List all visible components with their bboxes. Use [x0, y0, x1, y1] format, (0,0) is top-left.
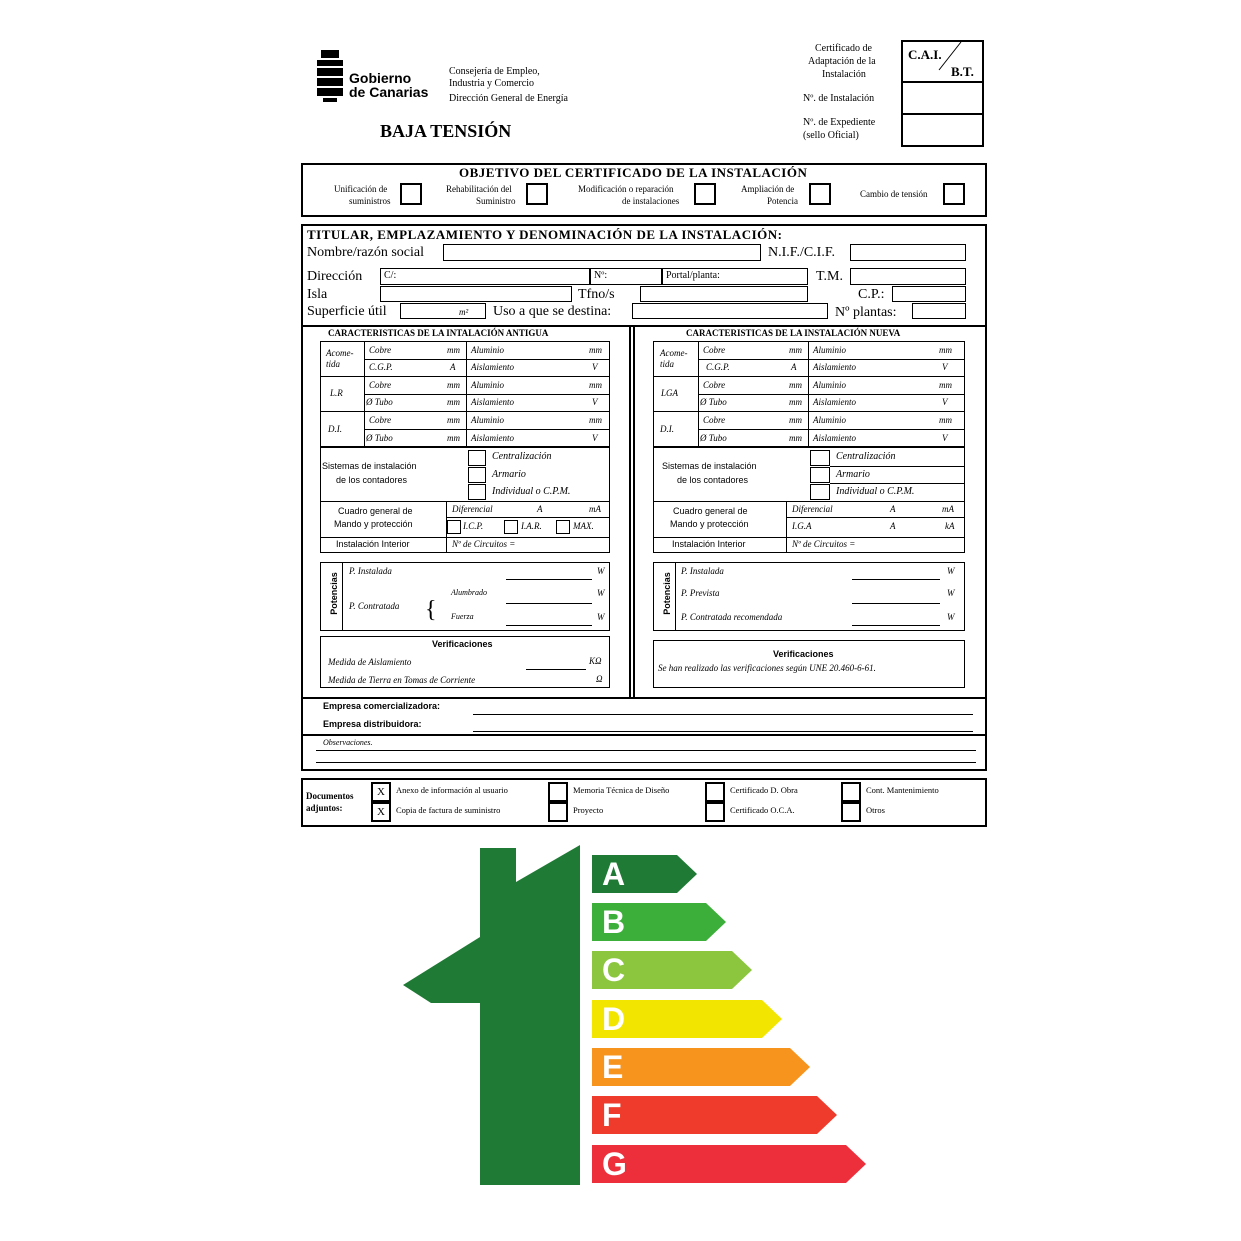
- row-line: [320, 501, 610, 502]
- doc-label: Cont. Mantenimiento: [866, 785, 939, 795]
- col-line: [698, 341, 699, 447]
- bt-label: B.T.: [951, 64, 974, 79]
- energy-class-e: [592, 1048, 810, 1086]
- row-line: [653, 537, 965, 538]
- dept-line-3: Dirección General de Energía: [449, 93, 568, 104]
- old-centralizacion-checkbox[interactable]: [468, 450, 486, 466]
- cert-adapt-3: Instalación: [822, 69, 866, 80]
- new-sistemas-option: Individual o C.P.M.: [836, 486, 915, 497]
- old-individual-checkbox[interactable]: [468, 484, 486, 500]
- isla-field[interactable]: [380, 286, 572, 302]
- col-line: [342, 562, 343, 631]
- cell: mm: [447, 397, 460, 407]
- dept-line-2: Industria y Comercio: [449, 78, 534, 89]
- check-x: X: [377, 806, 385, 818]
- new-armario-checkbox[interactable]: [810, 467, 830, 483]
- doc-label: Proyecto: [573, 805, 604, 815]
- old-iar-label: I.A.R.: [521, 521, 542, 531]
- house-icon: [400, 845, 585, 1190]
- new-group-label: Acome- tida: [660, 348, 688, 369]
- objective-option-label: Cambio de tensión: [860, 189, 928, 199]
- column-divider: [633, 326, 635, 698]
- cell: A: [450, 362, 456, 372]
- old-sistemas-label: de los contadores: [336, 475, 408, 485]
- row-line: [698, 429, 965, 430]
- section-divider: [301, 734, 987, 736]
- new-group-label: D.I.: [660, 424, 674, 434]
- doc-label: Otros: [866, 805, 885, 815]
- objective-option-label: Ampliación de: [741, 184, 795, 194]
- objective-cambio-tension-checkbox[interactable]: [943, 183, 965, 205]
- new-iga: I.G.A: [792, 521, 812, 531]
- row-line: [364, 429, 610, 430]
- objective-option-label: suministros: [349, 196, 391, 206]
- cell: Aluminio: [471, 415, 504, 425]
- cell: Aluminio: [471, 380, 504, 390]
- old-group-label: Acome- tida: [326, 348, 354, 369]
- cell: mm: [447, 345, 460, 355]
- new-diferencial-a: A: [890, 504, 896, 514]
- col-line: [466, 341, 467, 447]
- portal-label: Portal/planta:: [666, 270, 720, 281]
- new-cuadro-label: Cuadro general de: [673, 506, 748, 516]
- cell: Ø Tubo: [700, 397, 727, 407]
- old-alumbrado: Alumbrado: [451, 588, 487, 597]
- old-interior-label: Instalación Interior: [336, 539, 410, 549]
- new-iga-a: A: [890, 521, 896, 531]
- doc-label: Memoria Técnica de Diseño: [573, 785, 670, 795]
- column-divider: [629, 326, 631, 698]
- n-instalacion-label: Nº. de Instalación: [803, 93, 875, 104]
- old-verificaciones-title: Verificaciones: [432, 639, 493, 649]
- cell: Cobre: [369, 380, 392, 390]
- cell: mm: [789, 415, 802, 425]
- docs-label: adjuntos:: [306, 803, 343, 813]
- cell: Aislamiento: [471, 397, 514, 407]
- n-expediente-field[interactable]: [901, 113, 984, 147]
- new-group-label: LGA: [661, 388, 679, 398]
- old-icp-label: I.C.P.: [463, 521, 484, 531]
- field-line: [852, 625, 940, 626]
- cp-field[interactable]: [892, 286, 966, 302]
- plantas-label: Nº plantas:: [835, 305, 897, 320]
- field-line: [506, 625, 592, 626]
- cell: Aluminio: [813, 415, 846, 425]
- new-sistemas-label: de los contadores: [677, 475, 749, 485]
- old-cuadro-label: Cuadro general de: [338, 506, 413, 516]
- w-unit: W: [597, 566, 605, 576]
- section-divider: [301, 325, 987, 327]
- old-diferencial-ma: mA: [589, 504, 601, 514]
- cell: Aislamiento: [813, 397, 856, 407]
- new-p-instalada: P. Instalada: [681, 566, 724, 576]
- distribuidora-label: Empresa distribuidora:: [323, 719, 422, 729]
- field-line: [526, 669, 586, 670]
- field-line: [506, 579, 592, 580]
- col-line: [446, 537, 447, 553]
- tfno-field[interactable]: [640, 286, 808, 302]
- old-p-contratada: P. Contratada: [349, 601, 400, 611]
- row-line: [830, 483, 965, 484]
- nombre-field[interactable]: [443, 244, 761, 261]
- org-name-2: de Canarias: [349, 84, 429, 100]
- col-line: [786, 537, 787, 553]
- new-title: CARACTERISTICAS DE LA INSTALACIÓN NUEVA: [686, 328, 901, 338]
- doc-mantenimiento-checkbox[interactable]: [841, 782, 861, 802]
- row-line: [653, 411, 965, 412]
- new-verificaciones-title: Verificaciones: [773, 649, 834, 659]
- w-unit: W: [947, 612, 955, 622]
- old-potencias-label: Potencias: [328, 572, 339, 615]
- energy-letter: G: [602, 1146, 627, 1182]
- new-diferencial-ma: mA: [942, 504, 954, 514]
- observaciones-line[interactable]: [316, 762, 976, 763]
- kohm-unit: KΩ: [589, 656, 602, 666]
- doc-factura-checkbox[interactable]: [371, 802, 391, 822]
- col-line: [675, 562, 676, 631]
- row-line: [830, 466, 965, 467]
- new-verif-text: Se han realizado las verificaciones según UNE 20.460-6-61.: [658, 663, 876, 673]
- energy-letter: F: [602, 1097, 622, 1133]
- cell: A: [791, 362, 797, 372]
- field-line: [852, 603, 940, 604]
- objective-modificacion-checkbox[interactable]: [694, 183, 716, 205]
- old-sistemas-option: Armario: [492, 469, 526, 480]
- brace-icon: {: [425, 597, 437, 623]
- objective-option-label: de instalaciones: [622, 196, 680, 206]
- old-icp-checkbox[interactable]: [447, 520, 461, 534]
- tm-label: T.M.: [816, 269, 843, 284]
- old-aislamiento: Medida de Aislamiento: [328, 657, 412, 667]
- observaciones-line[interactable]: [316, 750, 976, 751]
- cp-label: C.P.:: [858, 287, 885, 302]
- cell: V: [592, 362, 598, 372]
- cell: Aislamiento: [813, 433, 856, 443]
- isla-label: Isla: [307, 287, 328, 302]
- old-group-label: D.I.: [328, 424, 342, 434]
- superficie-field[interactable]: [400, 303, 486, 319]
- cai-label: C.A.I.: [908, 47, 942, 62]
- tfno-label: Tfno/s: [578, 287, 615, 302]
- row-line: [653, 376, 965, 377]
- new-p-prevista: P. Prevista: [681, 588, 720, 598]
- row-line: [653, 501, 965, 502]
- old-diferencial-a: A: [537, 504, 543, 514]
- energy-letter: E: [602, 1049, 624, 1085]
- objective-rehabilitacion-checkbox[interactable]: [526, 183, 548, 205]
- row-line: [698, 394, 965, 395]
- doc-title: BAJA TENSIÓN: [380, 121, 512, 141]
- cell: V: [942, 362, 948, 372]
- w-unit: W: [947, 588, 955, 598]
- objective-title: OBJETIVO DEL CERTIFICADO DE LA INSTALACIÓN: [459, 165, 808, 180]
- energy-arrow: [592, 1096, 837, 1134]
- energy-class-f: [592, 1096, 837, 1134]
- col-line: [364, 341, 365, 447]
- cell: mm: [589, 415, 602, 425]
- cert-adapt-1: Certificado de: [815, 43, 872, 54]
- cell: mm: [939, 345, 952, 355]
- new-circuitos-label: Nº de Circuitos =: [792, 539, 856, 549]
- old-cuadro-label: Mando y protección: [334, 519, 413, 529]
- cell: Cobre: [703, 345, 726, 355]
- doc-anexo-checkbox[interactable]: [371, 782, 391, 802]
- old-tierra: Medida de Tierra en Tomas de Corriente: [328, 675, 476, 685]
- cell: mm: [447, 433, 460, 443]
- n-instalacion-field[interactable]: [901, 81, 984, 115]
- canarias-coat-of-arms-logo: [315, 48, 345, 104]
- col-line: [808, 341, 809, 447]
- cell: mm: [789, 380, 802, 390]
- nif-label: N.I.F./C.I.F.: [768, 245, 835, 260]
- docs-label: Documentos: [306, 791, 354, 801]
- uso-label: Uso a que se destina:: [493, 304, 612, 319]
- ohm-unit: Ω: [596, 674, 603, 684]
- objective-option-label: Modificación o reparación: [578, 184, 674, 194]
- doc-label: Certificado O.C.A.: [730, 805, 795, 815]
- energy-class-c: [592, 951, 752, 989]
- tm-field[interactable]: [850, 268, 966, 285]
- observaciones-label: Observaciones.: [323, 738, 373, 747]
- cell: V: [592, 397, 598, 407]
- energy-arrow: [592, 1145, 866, 1183]
- holder-title: TITULAR, EMPLAZAMIENTO Y DENOMINACIÓN DE LA INSTALACIÓN:: [307, 227, 783, 242]
- old-diferencial: Diferencial: [452, 504, 493, 514]
- new-sistemas-option: Centralización: [836, 451, 896, 462]
- energy-arrow: [592, 1048, 810, 1086]
- doc-memoria-checkbox[interactable]: [548, 782, 568, 802]
- row-line: [698, 359, 965, 360]
- calle-label: C/:: [384, 270, 397, 281]
- old-circuitos-label: Nº de Circuitos =: [452, 539, 516, 549]
- cell: Cobre: [369, 345, 392, 355]
- row-line: [364, 359, 610, 360]
- cell: Aislamiento: [471, 362, 514, 372]
- objective-unificacion-checkbox[interactable]: [400, 183, 422, 205]
- row-line: [446, 517, 610, 518]
- old-armario-checkbox[interactable]: [468, 467, 486, 483]
- distribuidora-line[interactable]: [473, 731, 973, 732]
- new-interior-label: Instalación Interior: [672, 539, 746, 549]
- cell: C.G.P.: [706, 362, 730, 372]
- cell: mm: [447, 415, 460, 425]
- cell: Aislamiento: [471, 433, 514, 443]
- old-sistemas-label: Sistemas de instalación: [322, 461, 417, 471]
- new-sistemas-option: Armario: [836, 469, 870, 480]
- field-line: [852, 579, 940, 580]
- new-cuadro-label: Mando y protección: [670, 519, 749, 529]
- cell: Aluminio: [813, 345, 846, 355]
- old-title: CARACTERISTICAS DE LA INTALACIÓN ANTIGUA: [328, 328, 549, 338]
- dept-line-1: Consejería de Empleo,: [449, 66, 540, 77]
- objective-option-label: Unificación de: [334, 184, 388, 194]
- cell: V: [942, 397, 948, 407]
- cell: mm: [589, 380, 602, 390]
- cell: Cobre: [703, 415, 726, 425]
- uso-field[interactable]: [632, 303, 828, 319]
- cert-adapt-2: Adaptación de la: [808, 56, 876, 67]
- new-p-recomendada: P. Contratada recomendada: [681, 612, 783, 622]
- nif-field[interactable]: [850, 244, 966, 261]
- energy-letter: A: [602, 856, 626, 892]
- row-line: [786, 517, 965, 518]
- field-line: [506, 603, 592, 604]
- doc-otros-checkbox[interactable]: [841, 802, 861, 822]
- objective-option-label: Rehabilitación del: [446, 184, 512, 194]
- w-unit: W: [597, 612, 605, 622]
- cell: Ø Tubo: [700, 433, 727, 443]
- old-max-checkbox[interactable]: [556, 520, 570, 534]
- cell: Aluminio: [813, 380, 846, 390]
- old-group-label: L.R: [330, 388, 343, 398]
- new-diferencial: Diferencial: [792, 504, 833, 514]
- energy-letter: C: [602, 952, 626, 988]
- direccion-label: Dirección: [307, 269, 363, 284]
- section-divider: [301, 697, 987, 699]
- cell: Cobre: [703, 380, 726, 390]
- comercializadora-line[interactable]: [473, 714, 973, 715]
- sello-label: (sello Oficial): [803, 130, 859, 141]
- cell: mm: [789, 345, 802, 355]
- row-line: [320, 537, 610, 538]
- cell: Aislamiento: [813, 362, 856, 372]
- plantas-field[interactable]: [912, 303, 966, 319]
- objective-option-label: Suministro: [476, 196, 516, 206]
- doc-label: Certificado D. Obra: [730, 785, 798, 795]
- energy-letter: D: [602, 1001, 626, 1037]
- w-unit: W: [947, 566, 955, 576]
- energy-class-d: [592, 1000, 782, 1038]
- cell: Ø Tubo: [366, 433, 393, 443]
- cell: mm: [939, 380, 952, 390]
- n-expediente-label: Nº. de Expediente: [803, 117, 876, 128]
- new-centralizacion-checkbox[interactable]: [810, 450, 830, 466]
- doc-cert-oca-checkbox[interactable]: [705, 802, 725, 822]
- cell: Ø Tubo: [366, 397, 393, 407]
- calle-field[interactable]: [380, 268, 590, 285]
- objective-ampliacion-checkbox[interactable]: [809, 183, 831, 205]
- cell: mm: [589, 345, 602, 355]
- new-potencias-label: Potencias: [661, 572, 672, 615]
- cell: Cobre: [369, 415, 392, 425]
- org-name: Gobierno: [349, 70, 412, 86]
- m2-unit: m²: [459, 307, 469, 317]
- energy-letter: B: [602, 904, 626, 940]
- numero-label: Nº:: [594, 270, 608, 281]
- col-line: [786, 501, 787, 537]
- check-x: X: [377, 786, 385, 798]
- old-sistemas-option: Individual o C.P.M.: [492, 486, 571, 497]
- cell: Aluminio: [471, 345, 504, 355]
- cell: mm: [789, 397, 802, 407]
- superficie-label: Superficie útil: [307, 304, 387, 319]
- nombre-label: Nombre/razón social: [307, 245, 425, 260]
- energy-class-g: [592, 1145, 866, 1183]
- old-iar-checkbox[interactable]: [504, 520, 518, 534]
- cell: mm: [789, 433, 802, 443]
- objective-option-label: Potencia: [767, 196, 798, 206]
- doc-cert-obra-checkbox[interactable]: [705, 782, 725, 802]
- energy-class-a: [592, 855, 697, 893]
- new-iga-ka: kA: [945, 521, 955, 531]
- doc-label: Anexo de información al usuario: [396, 785, 508, 795]
- cell: V: [592, 433, 598, 443]
- old-p-instalada: P. Instalada: [349, 566, 392, 576]
- cell: mm: [939, 415, 952, 425]
- new-sistemas-label: Sistemas de instalación: [662, 461, 757, 471]
- old-max-label: MAX.: [573, 521, 594, 531]
- cell: V: [942, 433, 948, 443]
- cell: C.G.P.: [369, 362, 393, 372]
- w-unit: W: [597, 588, 605, 598]
- comercializadora-label: Empresa comercializadora:: [323, 701, 441, 711]
- old-sistemas-option: Centralización: [492, 451, 552, 462]
- cell: mm: [447, 380, 460, 390]
- energy-class-b: [592, 903, 726, 941]
- row-line: [364, 394, 610, 395]
- old-fuerza: Fuerza: [451, 612, 474, 621]
- doc-label: Copia de factura de suministro: [396, 805, 501, 815]
- doc-proyecto-checkbox[interactable]: [548, 802, 568, 822]
- new-individual-checkbox[interactable]: [810, 484, 830, 500]
